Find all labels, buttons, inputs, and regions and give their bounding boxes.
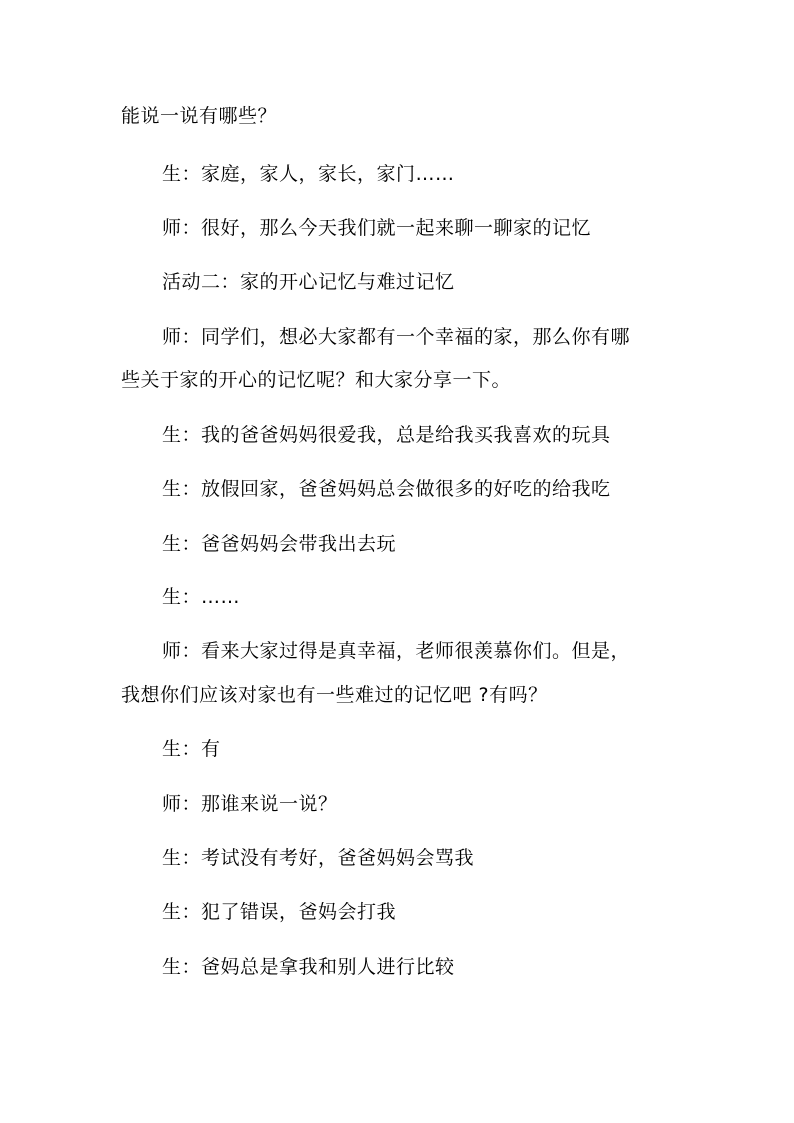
- text-line: 生：爸妈总是拿我和别人进行比较: [162, 956, 455, 978]
- text-line: 些关于家的开心的记忆呢？和大家分享一下。: [121, 369, 512, 391]
- text-line: 师：很好，那么今天我们就一起来聊一聊家的记忆: [162, 217, 592, 239]
- text-line: 我想你们应该对家也有一些难过的记忆吧 ?有吗？: [121, 684, 548, 706]
- text-line: 生：家庭，家人，家长，家门……: [162, 163, 455, 185]
- text-line: 师：同学们，想必大家都有一个幸福的家，那么你有哪: [162, 326, 631, 348]
- text-line: 生：……: [162, 586, 241, 608]
- text-line: 生：放假回家，爸爸妈妈总会做很多的好吃的给我吃: [162, 478, 611, 500]
- text-line: 生：考试没有考好，爸爸妈妈会骂我: [162, 847, 475, 869]
- text-line: 生：有: [162, 738, 221, 760]
- text-line: 师：看来大家过得是真幸福，老师很羡慕你们。但是，: [162, 640, 631, 662]
- text-line: 师：那谁来说一说？: [162, 793, 338, 815]
- section-heading: 活动二：家的开心记忆与难过记忆: [162, 271, 455, 293]
- text-line: 生：犯了错误，爸妈会打我: [162, 901, 397, 923]
- text-line: 生：我的爸爸妈妈很爱我，总是给我买我喜欢的玩具: [162, 424, 611, 446]
- text-line: 生：爸爸妈妈会带我出去玩: [162, 533, 397, 555]
- text-line: 能说一说有哪些？: [121, 105, 278, 127]
